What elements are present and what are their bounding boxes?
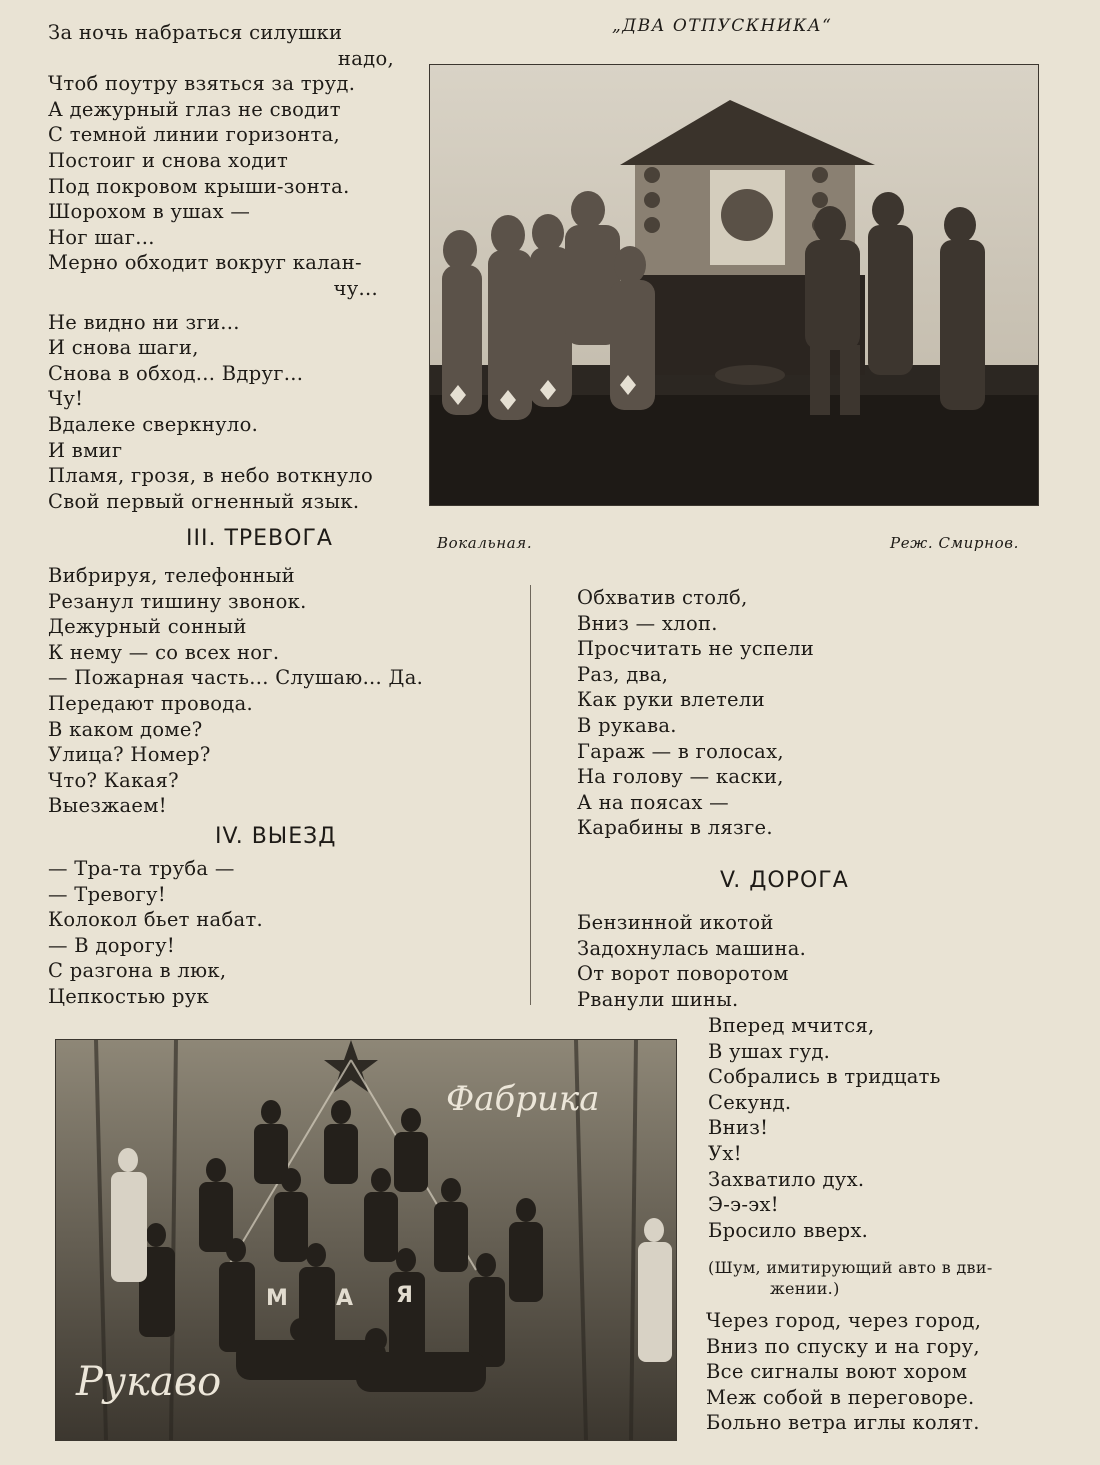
photo-inscription: Рукаво <box>76 1359 222 1405</box>
poem-line: Бросило вверх. <box>708 1218 869 1242</box>
section-4-text <box>48 856 488 1010</box>
running-title: „ДВА ОТПУСКНИКА“ <box>612 16 833 36</box>
poem-line: А на поясах — <box>577 790 729 814</box>
poem-line: Секунд. <box>708 1090 792 1114</box>
poem-line: Вперед мчится, <box>708 1014 875 1037</box>
poem-line: Раз, два, <box>577 662 669 686</box>
poem-line: Чу! <box>48 387 84 411</box>
poem-line: А дежурный глаз не сводит <box>48 97 341 121</box>
poem-line: В ушах гуд. <box>708 1039 831 1063</box>
right-column-text <box>577 585 1047 841</box>
poem-line: чу... <box>333 276 378 300</box>
held-letter: Я <box>396 1283 413 1308</box>
section-heading-4: IV. ВЫЕЗД <box>215 824 337 849</box>
poem-line: — В дорогу! <box>48 933 176 957</box>
poem-line: Гараж — в голосах, <box>577 739 784 763</box>
poem-line: — Тревогу! <box>48 882 166 906</box>
photo-caption-right: Реж. Смирнов. <box>890 534 1019 552</box>
poem-line: Улица? Номер? <box>48 743 211 767</box>
stage-photo <box>430 65 1038 505</box>
poem-line: В рукава. <box>577 713 677 737</box>
poem-line: В каком доме? <box>48 717 203 741</box>
poem-line: Задохнулась машина. <box>577 936 807 960</box>
poem-line: — Тра-та труба — <box>48 857 235 880</box>
poem-line: Дежурный сонный <box>48 615 247 639</box>
poem-line: Просчитать не успели <box>577 637 815 661</box>
poem-line: Вниз! <box>708 1116 769 1140</box>
poem-line: Свой первый огненный язык. <box>48 489 360 513</box>
poem-line: Больно ветра иглы колят. <box>706 1411 980 1435</box>
poem-line: Все сигналы воют хором <box>706 1360 968 1384</box>
poem-line: Э-э-эх! <box>708 1193 779 1217</box>
poem-line: Рванули шины. <box>577 987 739 1011</box>
poem-line: Вниз по спуску и на гору, <box>706 1334 980 1358</box>
poem-line: Вниз — хлоп. <box>577 611 718 635</box>
poem-line: Мерно обходит вокруг калан- <box>48 251 362 275</box>
poem-line: Ух! <box>708 1141 742 1165</box>
stage-note-line: жении.) <box>770 1279 840 1298</box>
stage-note <box>708 1257 1048 1299</box>
poem-line: Постоиг и снова ходит <box>48 148 289 172</box>
poem-line: Меж собой в переговоре. <box>706 1385 975 1409</box>
poem-line: Ног шаг... <box>48 225 155 249</box>
poem-line: Захватило дух. <box>708 1167 865 1191</box>
section-5-end <box>706 1308 1056 1436</box>
stage-note-line: (Шум, имитирующий авто в дви- <box>708 1258 993 1277</box>
poem-line: За ночь набраться силушки <box>48 21 343 44</box>
poem-line: Не видно ни зги... <box>48 310 240 334</box>
poem-line: Резанул тишину звонок. <box>48 589 307 613</box>
poem-line: От ворот поворотом <box>577 962 789 986</box>
photo-inscription: Фабрика <box>446 1079 600 1119</box>
photo-caption-left: Вокальная. <box>437 534 533 552</box>
poem-line: Собрались в тридцать <box>708 1065 941 1089</box>
group-photo <box>56 1040 676 1440</box>
poem-line: Обхватив столб, <box>577 586 748 609</box>
poem-line: Колокол бьет набат. <box>48 908 264 932</box>
left-poem-top <box>48 20 408 514</box>
poem-line: Передают провода. <box>48 691 254 715</box>
poem-line: Бензинной икотой <box>577 911 774 934</box>
poem-line: — Пожарная часть... Слушаю... Да. <box>48 666 424 690</box>
poem-line: С темной линии горизонта, <box>48 123 341 147</box>
poem-line: Через город, через город, <box>706 1309 982 1332</box>
poem-line: И снова шаги, <box>48 336 199 360</box>
stage-photo-image <box>430 65 1038 505</box>
poem-line: К нему — со всех ног. <box>48 640 280 664</box>
section-5-text <box>577 910 1047 1012</box>
section-5-indented <box>708 1013 1048 1243</box>
section-heading-3: III. ТРЕВОГА <box>186 526 333 551</box>
poem-line: Выезжаем! <box>48 794 167 818</box>
poem-line: Как руки влетели <box>577 688 765 712</box>
section-3-text <box>48 563 488 819</box>
poem-line: Пламя, грозя, в небо воткнуло <box>48 464 374 488</box>
poem-line: И вмиг <box>48 438 123 462</box>
poem-line: Цепкостью рук <box>48 984 210 1008</box>
section-heading-5: V. ДОРОГА <box>720 868 849 893</box>
poem-line: Карабины в лязге. <box>577 816 773 840</box>
held-letter: А <box>336 1286 354 1311</box>
column-divider <box>530 585 531 1005</box>
group-photo-image <box>56 1040 676 1440</box>
poem-line: На голову — каски, <box>577 765 784 789</box>
held-letter: М <box>266 1286 288 1311</box>
poem-line: Вибрируя, телефонный <box>48 564 295 587</box>
poem-line: С разгона в люк, <box>48 959 227 983</box>
poem-line: Что? Какая? <box>48 768 179 792</box>
poem-line: надо, <box>337 46 394 70</box>
poem-line: Шорохом в ушах — <box>48 200 251 224</box>
poem-line: Снова в обход... Вдруг... <box>48 361 304 385</box>
poem-line: Чтоб поутру взяться за труд. <box>48 72 356 96</box>
poem-line: Вдалеке сверкнуло. <box>48 412 259 436</box>
poem-line: Под покровом крыши-зонта. <box>48 174 350 198</box>
